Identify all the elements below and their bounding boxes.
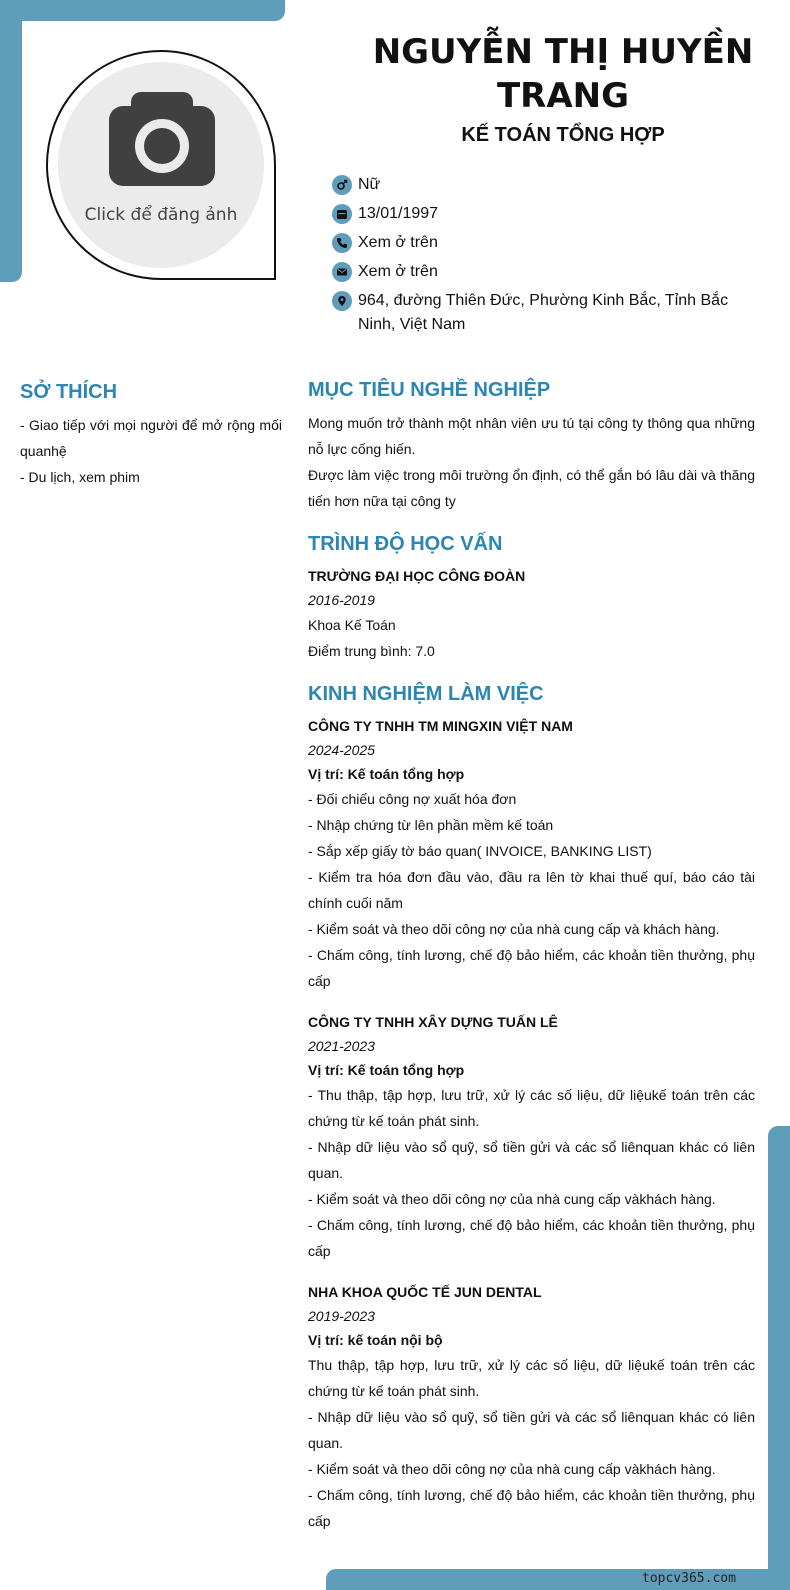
contact-gender [332, 173, 760, 197]
education-period: 2016-2019 [308, 592, 375, 608]
job-entry [308, 1280, 755, 1534]
job-duty: - Kiểm tra hóa đơn đầu vào, đầu ra lên tờ khai thuế quí, báo cáo tài chính cuối năm [308, 869, 755, 911]
hobbies-title: SỞ THÍCH [20, 381, 118, 403]
job-period: 2024-2025 [308, 742, 375, 758]
job-title: KẾ TOÁN TỔNG HỢP [461, 124, 665, 146]
experience-title: KINH NGHIỆM LÀM VIỆC [308, 683, 544, 705]
job-role: Vị trí: Kế toán tổng hợp [308, 766, 465, 782]
camera-icon [109, 92, 215, 186]
job-duty: - Chấm công, tính lương, chế độ bảo hiểm, các khoản tiền thưởng, phụ cấp [308, 1487, 755, 1529]
education-line: Khoa Kế Toán [308, 617, 396, 633]
company-name: CÔNG TY TNHH XÂY DỰNG TUẤN LÊ [308, 1014, 558, 1030]
contact-dob [332, 202, 760, 226]
email-icon [332, 262, 352, 282]
avatar-upload[interactable] [58, 62, 264, 268]
job-role: Vị trí: Kế toán tổng hợp [308, 1062, 465, 1078]
education-title: TRÌNH ĐỘ HỌC VẤN [308, 533, 503, 555]
job-entry [308, 1010, 755, 1264]
contact-address-value: 964, đường Thiên Đức, Phường Kinh Bắc, Tỉnh Bắc Ninh, Việt Nam [358, 292, 729, 333]
right-column [308, 376, 755, 1550]
company-name: NHA KHOA QUỐC TẾ JUN DENTAL [308, 1284, 542, 1300]
job-duty: Thu thập, tập hợp, lưu trữ, xử lý các số liệu, dữ liệukế toán trên các chứng từ kế toán phát sinh. [308, 1357, 755, 1399]
calendar-icon [332, 204, 352, 224]
job-duty: - Thu thập, tập hợp, lưu trữ, xử lý các số liệu, dữ liệukế toán trên các chứng từ kế toán phát sinh. [308, 1087, 755, 1129]
job-duty: - Kiểm soát và theo dõi công nợ của nhà cung cấp vàkhách hàng. [308, 1461, 716, 1477]
gender-icon [332, 175, 352, 195]
hobby-item: - Giao tiếp với mọi người để mở rộng mối quanhệ [20, 417, 282, 459]
education-line: Điểm trung bình: 7.0 [308, 643, 435, 659]
left-column [20, 378, 282, 490]
contact-phone [332, 231, 760, 255]
job-duty: - Chấm công, tính lương, chế độ bảo hiểm, các khoản tiền thưởng, phụ cấp [308, 947, 755, 989]
avatar-caption: Click để đăng ảnh [84, 205, 238, 225]
decor-top-bar [0, 0, 285, 21]
phone-icon [332, 233, 352, 253]
objective-title: MỤC TIÊU NGHỀ NGHIỆP [308, 379, 551, 401]
job-period: 2019-2023 [308, 1308, 375, 1324]
watermark: topcv365.com [642, 1571, 736, 1586]
objective-line: Mong muốn trở thành một nhân viên ưu tú tại công ty thông qua những nỗ lực cống hiến. [308, 415, 755, 457]
job-entry [308, 714, 755, 994]
contact-list [332, 173, 760, 342]
job-duty: - Nhập chứng từ lên phần mềm kế toán [308, 817, 554, 833]
school-name: TRƯỜNG ĐẠI HỌC CÔNG ĐOÀN [308, 568, 526, 584]
job-duty: - Kiểm soát và theo dõi công nợ của nhà cung cấp và khách hàng. [308, 921, 720, 937]
job-role: Vị trí: kế toán nội bộ [308, 1332, 443, 1348]
contact-dob-value: 13/01/1997 [358, 205, 439, 222]
hobby-item: - Du lịch, xem phim [20, 469, 140, 485]
job-period: 2021-2023 [308, 1038, 375, 1054]
objective-section [308, 376, 755, 514]
job-duty: - Sắp xếp giấy tờ báo quan( INVOICE, BANKING LIST) [308, 843, 652, 859]
contact-email [332, 260, 760, 284]
job-duty: - Đối chiếu công nợ xuất hóa đơn [308, 791, 517, 807]
objective-line: Được làm việc trong môi trường ổn định, có thể gắn bó lâu dài và thăng tiến hơn nữa tại công ty [308, 467, 755, 509]
job-duty: - Nhập dữ liệu vào sổ quỹ, sổ tiền gửi và các sổ liênquan khác có liên quan. [308, 1139, 755, 1181]
contact-address [332, 289, 760, 337]
job-duty: - Nhập dữ liệu vào sổ quỹ, sổ tiền gửi và các sổ liênquan khác có liên quan. [308, 1409, 755, 1451]
experience-section [308, 680, 755, 1534]
avatar-frame [46, 50, 276, 280]
education-section [308, 530, 755, 664]
contact-email-value: Xem ở trên [358, 263, 438, 280]
decor-right-bar [768, 1126, 790, 1590]
contact-gender-value: Nữ [358, 176, 381, 193]
company-name: CÔNG TY TNHH TM MINGXIN VIỆT NAM [308, 718, 573, 734]
decor-left-bar [0, 0, 22, 282]
location-icon [332, 291, 352, 311]
job-duty: - Kiểm soát và theo dõi công nợ của nhà cung cấp vàkhách hàng. [308, 1191, 716, 1207]
contact-phone-value: Xem ở trên [358, 234, 438, 251]
job-duty: - Chấm công, tính lương, chế độ bảo hiểm, các khoản tiền thưởng, phụ cấp [308, 1217, 755, 1259]
candidate-name: NGUYỄN THỊ HUYỀN TRANG [372, 32, 754, 116]
